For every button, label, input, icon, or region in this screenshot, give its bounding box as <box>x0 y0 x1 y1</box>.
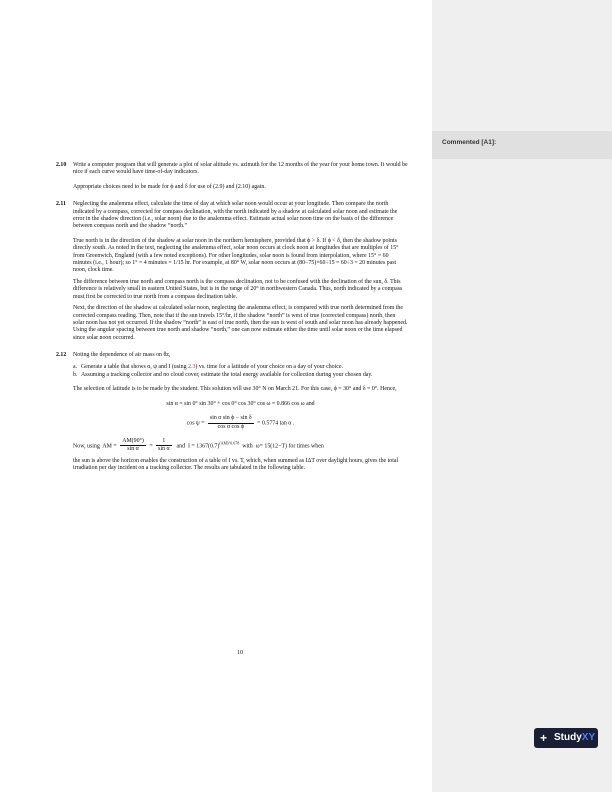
denominator: cos α cos ϕ <box>217 423 244 430</box>
eq-text: = <box>149 443 153 450</box>
problem-2-12 <box>56 352 408 472</box>
list-text: Assuming a tracking collector and no cloud cover, estimate the total energy available for collection during your chosen day. <box>81 371 373 378</box>
problem-number: 2.11 <box>56 201 66 208</box>
logo-main: Study <box>554 732 582 743</box>
paragraph: Noting the dependence of air mass on θz, <box>73 352 171 359</box>
studyxy-logo[interactable] <box>534 728 598 748</box>
list-label: a. <box>73 363 78 370</box>
numerator: 1 <box>156 438 171 446</box>
comment-sidebar <box>432 0 612 792</box>
list-text: Generate a table that shows α, ψ and I (using <box>81 363 189 370</box>
numerator: sin α sin ϕ − sin δ <box>208 415 254 423</box>
list-item <box>73 372 408 379</box>
equation-sin-alpha: sin α = sin 0° sin 30° + cos 0° cos 30° cos ω = 0.866 cos ω and <box>166 400 315 407</box>
problem-number: 2.12 <box>56 352 67 359</box>
plus-icon: + <box>540 731 548 745</box>
paragraph: the sun is above the horizon enables the construction of a table of I vs. T, which, when summed as IΔT over daylight hours, gives the total irradiation per day incident on a tracking collector. The results are tabulated in the following table. <box>73 457 399 472</box>
paragraph: Next, the direction of the shadow at calculated solar noon, neglecting the analemma effect, is compared with true north determined from the corrected compass reading. Then, note that if the sun travels 15°/hr, if the shadow “north” is west of true (corrected compass) north, then solar noon has not yet occurred. If the shadow “north” is east of true north, then the sun is west of south and solar noon has already happened. Using the angular spacing between true north and shadow “north,” one can now estimate either the time until solar noon or the time elapsed since solar noon occurred. <box>73 305 408 341</box>
denominator: sin α <box>127 446 139 453</box>
eq-text: ω= 15(12−T) for times when <box>255 443 324 450</box>
page-content <box>56 162 408 483</box>
fraction <box>120 438 146 454</box>
eq-text: with <box>242 443 253 450</box>
problem-number: 2.10 <box>56 162 67 168</box>
list-text: ) vs. time for a latitude of your choice on a day of your choice. <box>195 363 343 370</box>
paragraph: True north is in the direction of the shadow at solar noon in the northern hemisphere, provided that ϕ > δ. If ϕ < δ, then the shadow points directly south. As noted in the text, neglecting the analemma effect, solar noon occurs at clock noon at longitudes that are multiples of 15° from Greenwich, England (with a few noted exceptions). For other longitudes, solar noon is found from interpolation, where 15° = 60 minutes (i.e., 1 hour); so 1° = 4 minutes = 1/15 hr. For example, at 80° W, solar noon occurs at (80−75)×60÷15 = 60÷3 = 20 minutes past noon, clock time. <box>73 237 399 274</box>
paragraph: Neglecting the analemma effect, calculate the time of day at which solar noon would occur at your longitude. Then compare the north indicated by a compass, corrected for compass declination, with the north indicated by a shadow at calculated solar noon and estimate the error in the shadow direction (i.e., solar noon) due to the analemma effect. Estimate actual solar noon time on the basis of the difference between compass north and the shadow “north.” <box>73 201 398 230</box>
eq-text: Now, using <box>73 443 100 450</box>
page-number: 10 <box>237 650 243 656</box>
eq-text: I = 1367(0.7) <box>188 443 220 450</box>
paragraph: Write a computer program that will generate a plot of solar altitude vs. azimuth for the 12 months of the year for your home town. It would be nice if each curve would have time-of-day indicators. <box>73 162 408 176</box>
denominator: sin α <box>158 446 170 453</box>
eq-rhs: = 0.5774 tan α . <box>257 420 295 427</box>
eq-text: AM = <box>102 443 117 450</box>
paragraph: The difference between true north and compass north is the compass declination, not to be confused with the declination of the sun, δ. This difference is relatively small in eastern United States, but is in the range of 20° in northwestern Canada. Thus, north indicated by a compass must first be corrected to true north from a compass declination table. <box>73 278 403 300</box>
numerator: AM(90°) <box>120 438 146 446</box>
paragraph: The selection of latitude is to be made by the student. This solution will use 30° N on March 21. For this case, ϕ = 30° and δ = 0°. Hence, <box>73 386 397 393</box>
exponent: (AM)^0.678 <box>219 440 240 446</box>
eq-text: and <box>176 443 186 450</box>
comment-label: Commented [A1]: <box>442 139 497 146</box>
paragraph: Appropriate choices need to be made for ϕ and δ for use of (2.9) and (2.10) again. <box>73 183 266 190</box>
eq-lhs: cos ψ = <box>186 420 205 427</box>
logo-accent: XY <box>581 732 596 743</box>
equation-air-mass <box>73 438 408 454</box>
logo-text <box>554 728 595 748</box>
fraction <box>156 438 171 454</box>
problem-2-10 <box>56 162 408 191</box>
equation-link[interactable]: 2.3 <box>188 363 196 370</box>
list-label: b. <box>73 371 78 378</box>
list-item <box>73 364 408 371</box>
problem-2-11 <box>56 201 408 342</box>
equation-cos-psi <box>73 415 408 431</box>
fraction <box>208 415 254 431</box>
